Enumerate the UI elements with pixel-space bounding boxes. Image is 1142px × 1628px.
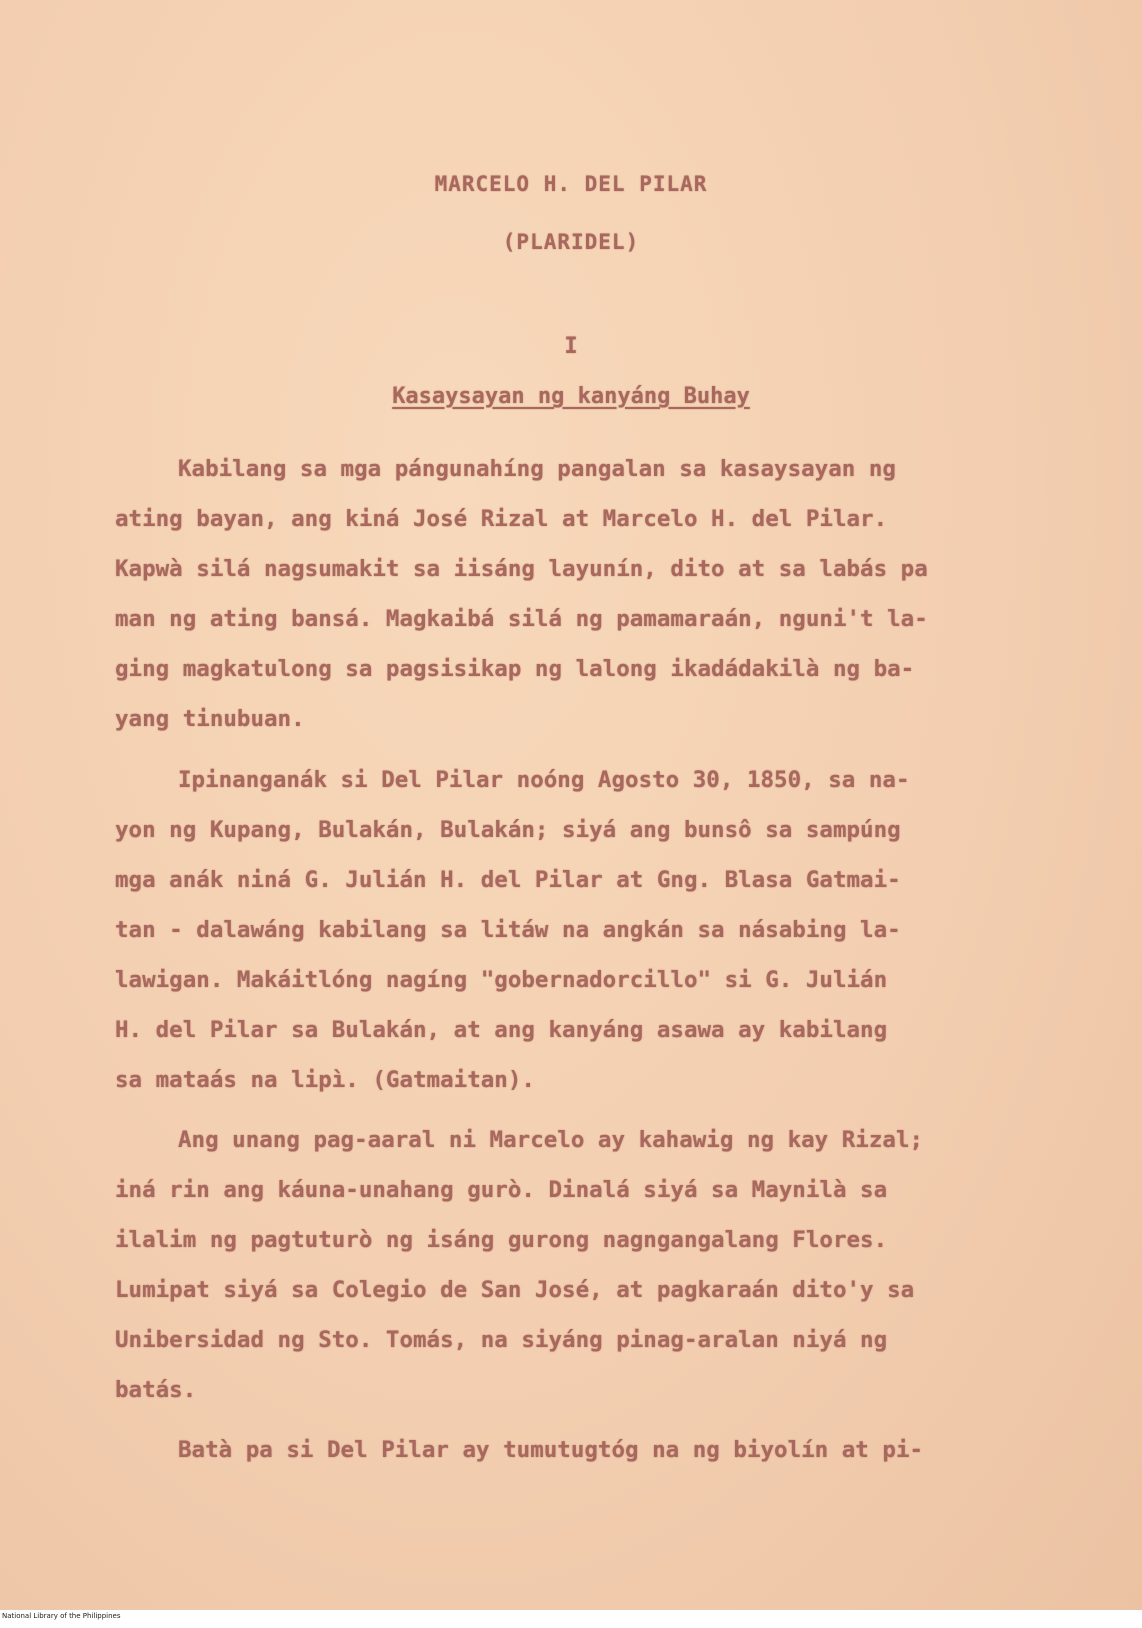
body-line: lawigan. Makáitlóng nagíng "gobernadorcillo" si G. Julián	[115, 967, 888, 993]
body-line: ilalim ng pagtuturò ng isáng gurong nagngangalang Flores.	[115, 1227, 888, 1253]
body-line: ating bayan, ang kiná José Rizal at Marcelo H. del Pilar.	[115, 506, 888, 532]
body-line: Kabilang sa mga pángunahíng pangalan sa kasaysayan ng	[178, 456, 896, 482]
body-line: Lumipat siyá sa Colegio de San José, at pagkaraán dito'y sa	[115, 1277, 915, 1303]
body-line: Unibersidad ng Sto. Tomás, na siyáng pinag-aralan niyá ng	[115, 1327, 888, 1353]
body-line: yon ng Kupang, Bulakán, Bulakán; siyá ang bunsô sa sampúng	[115, 817, 901, 843]
body-line: H. del Pilar sa Bulakán, at ang kanyáng asawa ay kabilang	[115, 1017, 888, 1043]
body-line: yang tinubuan.	[115, 706, 305, 732]
body-line: mga anák niná G. Julián H. del Pilar at Gng. Blasa Gatmai-	[115, 867, 901, 893]
body-line: man ng ating bansá. Magkaibá silá ng pamamaraán, nguni't la-	[115, 606, 928, 632]
chapter-number: I	[564, 334, 578, 359]
body-line: tan - dalawáng kabilang sa litáw na angkán sa násabing la-	[115, 917, 901, 943]
chapter-title: Kasaysayan ng kanyáng Buhay	[392, 384, 750, 409]
body-line: ging magkatulong sa pagsisikap ng lalong ikadádakilà ng ba-	[115, 656, 915, 682]
body-line: Ang unang pag-aaral ni Marcelo ay kahawig ng kay Rizal;	[178, 1127, 924, 1153]
body-line: iná rin ang káuna-unahang gurò. Dinalá siyá sa Maynilà sa	[115, 1177, 888, 1203]
document-subtitle: (PLARIDEL)	[502, 230, 640, 254]
body-line: Kapwà silá nagsumakit sa iisáng layunín, dito at sa labás pa	[115, 556, 928, 582]
body-line: sa mataás na lipì. (Gatmaitan).	[115, 1067, 535, 1093]
footer-credit: National Library of the Philippines	[2, 1612, 121, 1620]
body-line: Batà pa si Del Pilar ay tumutugtóg na ng biyolín at pi-	[178, 1437, 924, 1463]
body-line: Ipinanganák si Del Pilar noóng Agosto 30, 1850, sa na-	[178, 767, 910, 793]
document-title: MARCELO H. DEL PILAR	[434, 172, 708, 196]
body-line: batás.	[115, 1377, 197, 1403]
